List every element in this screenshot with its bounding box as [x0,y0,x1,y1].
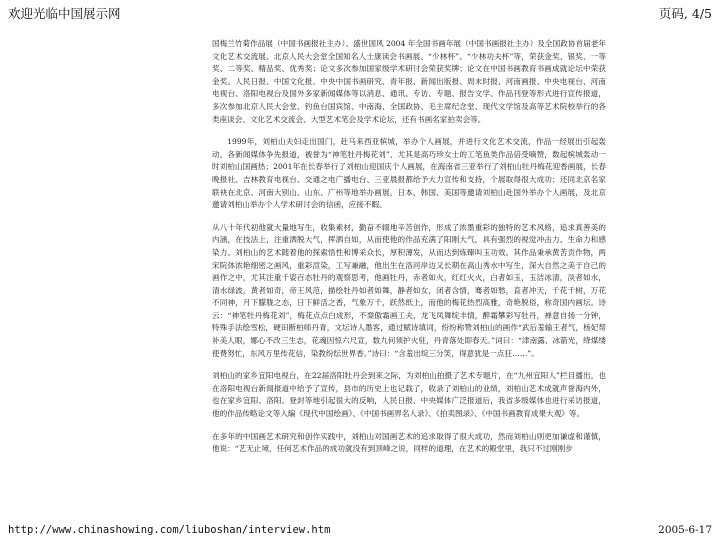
paragraph-artistic-style: 从八十年代初他就大量地写生，收集素材，勤奋不辍地辛苦创作，形成了浓墨重彩的独特的艺术风格，追求真善美的内涵，在技法上，注重洒脱大气，挥洒自如，从而使他的作品充满了阳刚大气，具有强烈的视觉冲击力、生命力和感染力。刘柏山的艺术随着他的探索悟性和博采众长，厚积薄发，从而达到炼臻叫玉功效。其作品秉承黄苦贡作物，两宋院体浓艳细密之画风，重彩渲染，工写兼融，他出生在洛河岸边又长期在高山秀水中写生，深大自然之美于自己的画作之中，尤其注重千姿百态牡丹的观察思考，他画牡丹，赤者如火，红红火火，白者如玉，玉洁冰清，淡者如水，清水绿波，黄者如奇，帝王风范，描绘牡丹如者如舞，静者如女，闭者含情，骞者如愁，直者冲天，千花千树，万花不同神，月下朦胧之态，日下鲜活之香，气象万千，跃然纸上，而他的梅花热烈高雅，奇艳脱俗，称奇国内画坛。诗云：“神笔牡丹梅花刘”，梅花点点白成形，不耍傲霜画工夫，龙飞凤舞绽丰情，醉霜攀彩写牡丹，禅意自扬一分钟，特殊手法绘雪松，硬田断柏师丹青，文坛诗人墨客，通过赋诗填词，纷纷称赞刘柏山的画作“武后羞输王者气，杨妃帮补美人眼，娜心不改三生志，花魂因惊六尺宣，数九何须护火驻，丹青落处即春天。”词曰：“津南露、冰箭光，绛煤缕使费努忙，东风万里传花信，染教纷纭世界香。”诗曰：“含羞出绽三分笑，得意犹是一点狂……”。 [212,222,606,358]
paragraph-modesty: 在多年的中国画艺术研究和创作实践中，刘柏山对国画艺术的追求取得了很大成功，然而刘柏山则更加谦虚和谨慎，他说：“艺无止境，任何艺术作品的成功就没有到顶峰之说，同样的道理，在艺术的殿堂里，我只不过刚刚步 [212,431,606,454]
page-url: http://www.chinashowing.com/liuboshan/interview.htm [8,524,331,536]
print-date: 2005-6-17 [658,524,712,536]
paragraph-awards: 国梅兰竹菊作品展（中国书画报社主办）、盛世国风 2004 年全国书画年展（中国书画报社主办）及全国政协首届老年文化艺术交流展、北京人民大会堂全国知名人士康读会书画展、“少林杯”、“少林功夫杯”等，荣获金奖、银奖、一等奖、二等奖、精品奖、优秀奖；论文多次参加国家级学术研讨会荣获奖牌；论文在中国书画教育书画成就论坛中荣获金奖。人民日报、中国文化报、中央中国书画研究、青年报、新闻出版报、周末时报、河南画报、中央电视台、河南电视台、洛阳电视台及国外多家新闻媒体等以消息、通讯、专访、专题、报告文学、作品刊登等形式进行宣传报道，多次参加北京人民大会堂、钓鱼台国宾馆、中南海、全国政协、毛主席纪念堂、现代文学馆及高等艺术院校举行的各类座谈会、文化艺术交流会、大型艺术笔会及学术论坛，还有书画名家拍卖会等。 [212,39,606,124]
paragraph-hometown: 刘柏山的家乡宜阳电视台，在22届洛阳牡丹会到来之际，为刘柏山拍摄了艺术专题片，在“九州宜阳人”栏目播出，也在洛阳电视台新闻报道中给予了宣传，县市的历史上也记载了，收录了刘柏山的业绩，刘柏山艺术成就声誉海内外，也在家乡宜阳、洛阳、登封等地引起很大的反响，人民日报、中央媒体广泛报道后，我省多级媒体也进行采访报道，他的作品传略论文等入编《现代中国绘画》、《中国书画界名人录》、《拍卖图录》、《中国书画教育成果大观》等。 [212,371,606,419]
article-body [212,38,606,466]
site-title: 欢迎光临中国展示网 [8,6,121,21]
page-indicator: 页码, 4/5 [658,6,712,21]
paragraph-exhibitions: 1999年，刘柏山夫妇走出国门，赴马来西亚槟城，举办个人画展，并进行文化艺术交流，作品一经展出引起轰动，各新闻媒体争先报道，被誉为“神笔牡丹梅花刘”，尤其是高巧珍女士的工笔鱼类作品倍受嘀赞，数起槟城轰动一时刘柏山国画热；2001年在长春举行了刘柏山迎国庆个人画展，在海南省三亚举行了刘柏山牡丹梅花迎香画展，长春晚报社、吉林教育电视台、交通之电广播电台、三亚晨报都给予大力宣传和支持，个展取得很大成功；还同北京名家联袂在北京、河南大别山、山东、广州等地举办画展，日本、韩国、美国等邀请刘柏山赴国外举办个人画展，及北京邀请刘柏山举办个人学术研讨会的信函，应接不暇。 [212,137,606,210]
